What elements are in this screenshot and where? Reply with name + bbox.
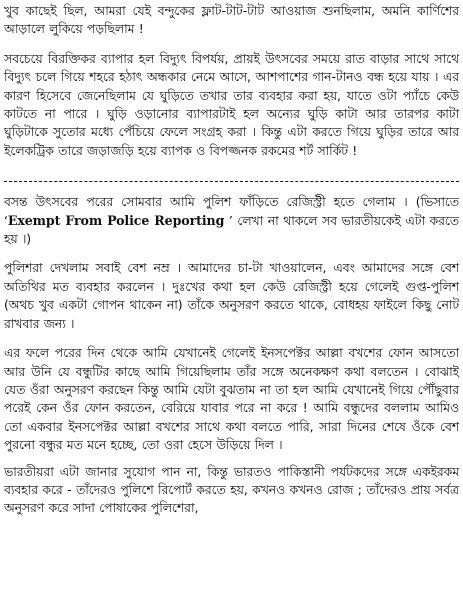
registration-text-after: ’ লেখা না থাকলে সব ভারতীয়কেই এটা করতে হয় ।)	[4, 212, 459, 247]
paragraph-police-registration	[4, 193, 459, 248]
exempt-phrase: Exempt From Police Reporting	[7, 212, 225, 228]
paragraph-india-reciprocity: ভারতীয়রা এটা জানার সুযোগ পান না, কিন্তু ভারতও পাকিস্তানী পর্যটকদের সঙ্গে একইরকম ব্যবহার করে - তাঁদেরও পুলিশে রিপোর্ট করতে হয়, কখনও কখনও রোজ ; তাঁদেরও প্রায় সর্বত্র অনুসরণ করে সাদা পোষাকের পুলিশেরা,	[4, 463, 459, 516]
paragraph-gap	[4, 248, 459, 259]
dashed-section-divider	[4, 181, 459, 182]
registration-text-before: বসন্ত উৎসবের পরের সোমবার আমি পুলিশ ফাঁড়িতে রেজিস্ট্রী হতে গেলাম । (ভিসাতে ‘	[4, 194, 459, 228]
paragraph-gap	[4, 455, 459, 463]
paragraph-gap	[4, 39, 459, 50]
paragraph-police-politeness: পুলিশরা দেখলাম সবাই বেশ নম্র । আমাদের চা-টা খাওয়ালেন, এবং আমাদের সঙ্গে বেশ অতিথির মত ব্যবহার করলেন । দুঃখের কথা হল কেউ রেজিস্ট্রী হয়ে গেলেই গুপ্ত-পুলিশ (অথচ খুব একটা গোপন থাকেন না) তাঁকে অনুসরণ করতে থাকে, বোধহয় ফাইলে কিছু নোট রাখবার জন্য ।	[4, 260, 459, 331]
paragraph-inspector-calls: এর ফলে পরের দিন থেকে আমি যেখানেই গেলেই ইনসপেক্টর আল্লা বখশের ফোন আসতো আর উনি যে বন্ধুটির কাছে আমি গিয়েছিলাম তাঁর সঙ্গে অনেকক্ষণ কথা বলতেন । বোঝাই যেত ওঁরা অনুসরণ করছেন কিন্তু আমি যেটা বুঝতাম না তা হল আমি যেখানেই গিয়ে পৌঁছুবার পরেই কেন ওঁর ফোন করতেন, বেরিয়ে যাবার পরে না করে ! আমি বন্ধুদের বললাম আমিও তো একবার ইনসপেক্টর আল্লা বখশের সাথে কথা বলতে পারি, সারা দিনের শেষে ওঁকে বেশ পুরনো বন্ধুর মত মনে হচ্ছে, তো ওরা হেসে উড়িয়ে দিল ।	[4, 345, 459, 453]
paragraph-gunfire: খুব কাছেই ছিল, আমরা যেই বন্দুকের ফ্লাট-টাট-টাট আওয়াজ শুনছিলাম, অমনি কার্ণিশের আড়ালে লুকিয়ে পড়ছিলাম !	[4, 3, 459, 37]
paragraph-power-outage: সবচেয়ে বিরক্তিকর ব্যাপার হল বিদ্যুৎ বিপর্যয়, প্রায়ই উৎসবের সময়ে রাত বাড়ার সাথে সাথে বিদ্যুৎ চলে গিয়ে শহরে হঠাৎ অন্ধকার নেমে আসে, আশপাশের গান-টানও বন্ধ হয়ে যায় । এর কারণ হিসেবে জেনেছিলাম যে ঘুড়িতে তখার তার ব্যবহার করা হয়, যাতে ওটা প্যাঁচে কেউ কাটতে না পারে । ঘুড়ি ওড়ানোর ব্যাপারটাই হল অন্যের ঘুড়ি কাটা আর তারপর কাটা ঘুড়িটাকে সুতোর মধ্যে পেঁচিয়ে ফেলে সংগ্রহ করা । কিন্তু এটা করতে গিয়ে ঘুড়ির তারে আর ইলেকট্রিক তারে জড়াজড়ি হয়ে ব্যাপক ও বিপজ্জনক রকমের শর্ট সার্কিট !	[4, 50, 459, 158]
paragraph-gap	[4, 333, 459, 344]
